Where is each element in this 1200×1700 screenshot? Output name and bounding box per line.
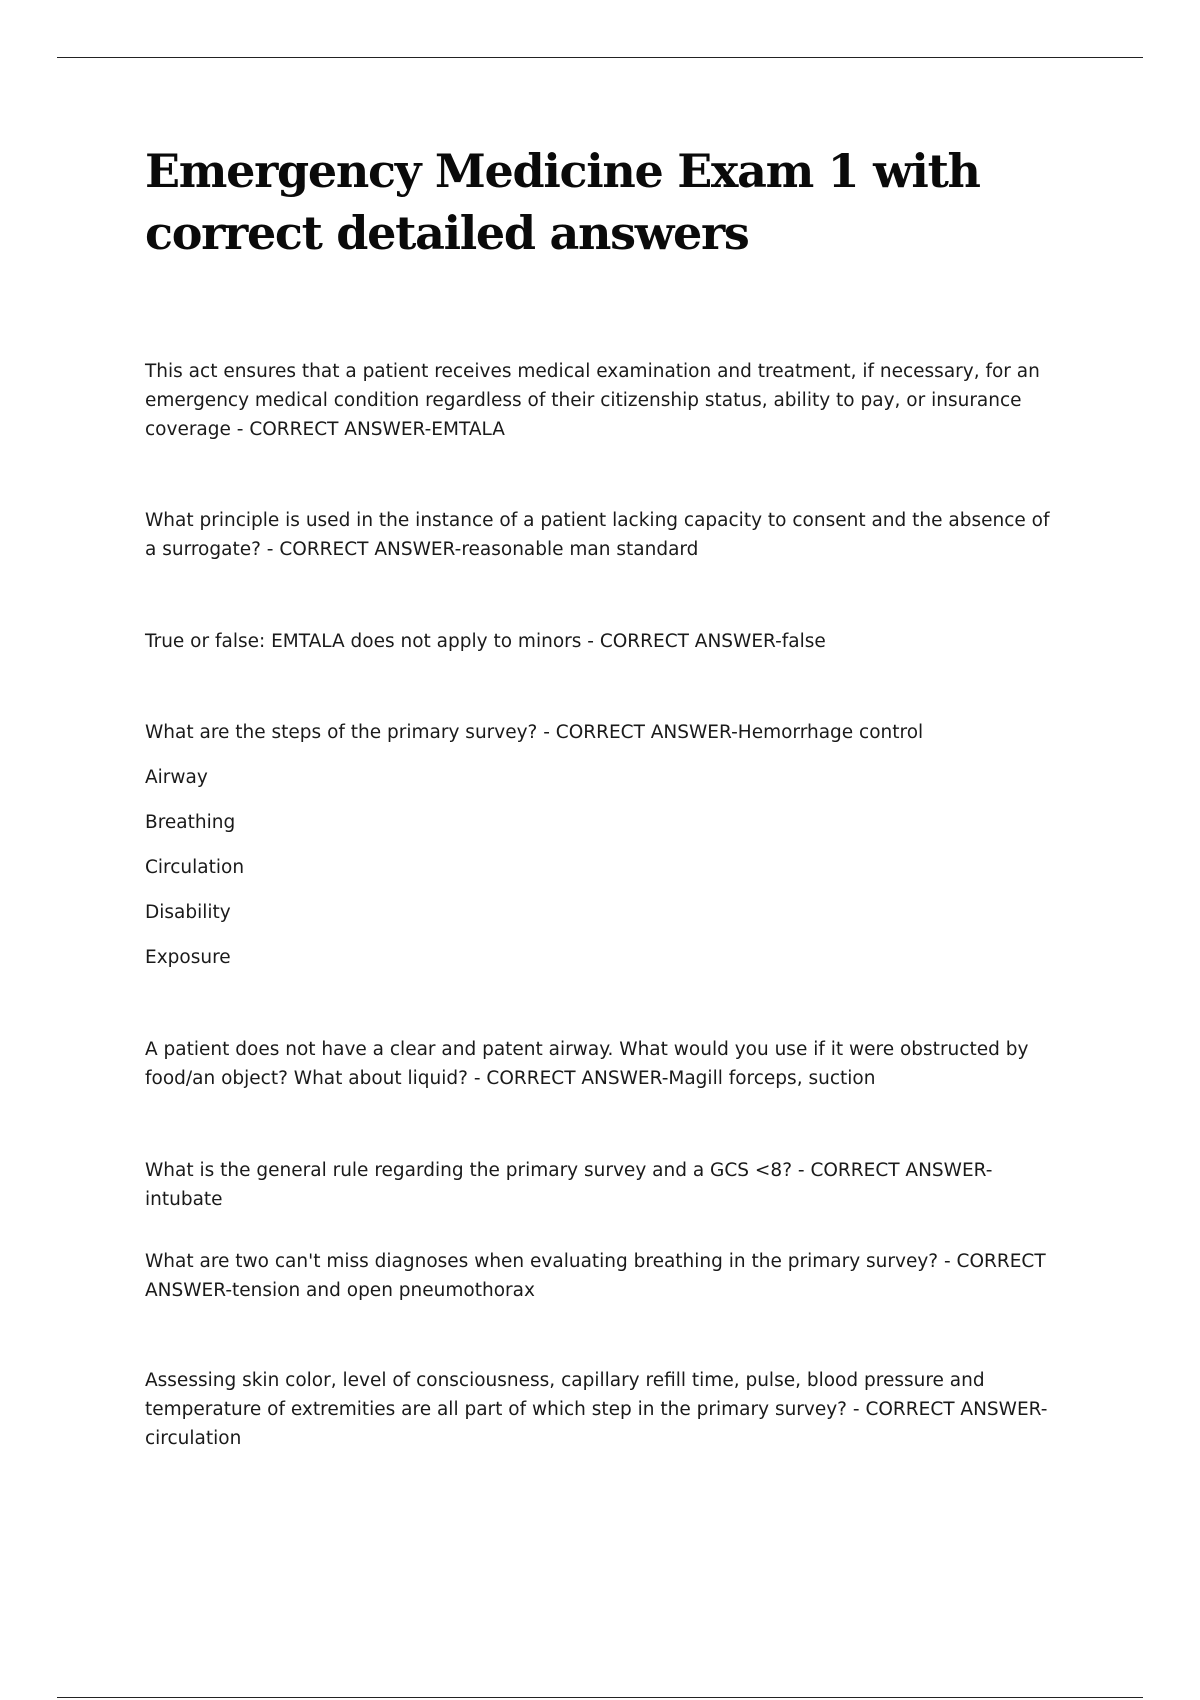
qa-item-8: [145, 1366, 1065, 1453]
qa-item-3: [145, 627, 1065, 656]
qa-text: What are the steps of the primary survey? - CORRECT ANSWER-Hemorrhage control: [145, 722, 924, 743]
qa-text: A patient does not have a clear and patent airway. What would you use if it were obstructed by food/an object? What about liquid? - CORRECT ANSWER-Magill forceps, suction: [145, 1039, 1029, 1089]
qa-text: This act ensures that a patient receives medical examination and treatment, if necessary, for an emergency medical condition regardless of their citizenship status, ability to pay, or insurance coverage - CORRECT ANSWER-EMTALA: [145, 361, 1040, 440]
header-rule: [57, 57, 1143, 58]
qa-item-6: [145, 1156, 1065, 1214]
qa-text: What are two can't miss diagnoses when evaluating breathing in the primary survey? - CORRECT ANSWER-tension and open pneumothorax: [145, 1251, 1046, 1301]
survey-step-airway: Airway: [145, 767, 208, 788]
qa-text: Assessing skin color, level of consciousness, capillary refill time, pulse, blood pressure and temperature of extremities are all part of which step in the primary survey? - CORRECT ANSWER-circulation: [145, 1370, 1048, 1449]
document-title: Emergency Medicine Exam 1 with correct detailed answers: [145, 144, 980, 260]
qa-text: What principle is used in the instance of a patient lacking capacity to consent and the absence of a surrogate? - CORRECT ANSWER-reasonable man standard: [145, 510, 1050, 560]
qa-item-1: [145, 357, 1065, 444]
survey-step-disability: Disability: [145, 902, 231, 923]
qa-text: True or false: EMTALA does not apply to minors - CORRECT ANSWER-false: [145, 631, 826, 652]
survey-step-circulation: Circulation: [145, 857, 245, 878]
survey-step-exposure: Exposure: [145, 947, 231, 968]
survey-step-breathing: Breathing: [145, 812, 236, 833]
qa-text: What is the general rule regarding the primary survey and a GCS <8? - CORRECT ANSWER-intubate: [145, 1160, 993, 1210]
qa-item-5: [145, 1035, 1065, 1093]
footer-rule: [57, 1697, 1143, 1698]
qa-item-4: [145, 718, 1065, 972]
qa-item-2: [145, 506, 1065, 564]
qa-item-7: [145, 1247, 1065, 1305]
